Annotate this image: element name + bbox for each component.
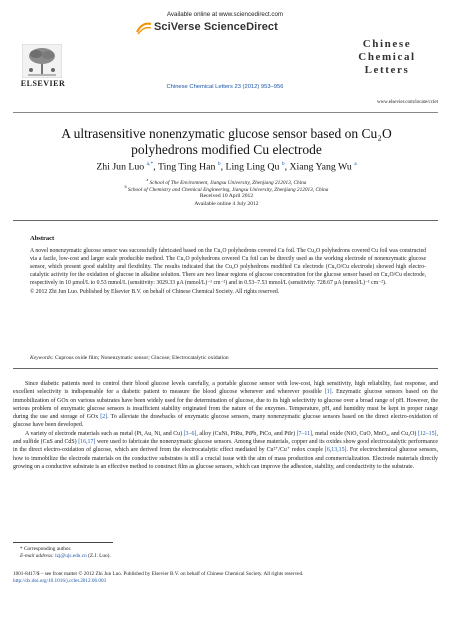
sciencedirect-logo [136, 21, 316, 35]
author-affiliation-marker[interactable]: a [354, 161, 357, 167]
body-text-run: . To alleviate the drawbacks of enzymatic glucose sensors, many nonenzymatic glucose sensors based on the direct electro-oxidation of glucose have been developed. [13, 414, 438, 429]
citation-link[interactable]: [7–11] [296, 430, 313, 437]
author-affiliation-marker[interactable]: b [217, 161, 221, 167]
abstract-paragraph: A novel nonenzymatic glucose sensor was successfully fabricated based on the Cu₂O polyhedrons covered Cu foil. The Cu₂O polyhedrons covered Cu foil was constructed via a facile, low-cost and larger scale producible method. The Cu₂O polyhedrons covered Cu foil can be directly used as the working electrode of nonenzymatic glucose sensor, which present good stability and flexibility. The results indicated that the Cu₂O polyhedrons modified Cu electrode (Cu₂O/Cu electrode) showed high electro-catalytic activity for the oxidation of glucose in alkaline solution. There are two linear regions of glucose concentration for the glucose sensor based on Cu₂O/Cu electrode, respectively in 10 μmol/L to 0.53 mmol/L (sensitivity: 3029.33 μA (mmol/L)⁻¹ cm⁻²) and in 0.53–7.53 mmol/L (sensitivity: 728.67 μA (mmol/L)⁻¹ cm⁻²). [30, 248, 426, 287]
author-affiliation-marker[interactable]: a,* [146, 161, 154, 167]
publisher-wordmark: ELSEVIER [20, 79, 66, 88]
author-affiliation-marker[interactable]: b [281, 161, 285, 167]
header-divider [13, 112, 438, 113]
email-owner: (Z.J. Luo). [88, 553, 111, 559]
body-text-run: . For electrochemical glucose sensors, how to immobilize the electrode materials on the conductive substrates is still a crucial issue with the aim of mass production and commercialization. Electrode materials directly growing on a conductive substrate is an effective method to construct film as glucose sensors, which can improve the adhesion, stability, and conductivity to the substrate. [13, 447, 438, 470]
sciencedirect-wordmark: SciVerse ScienceDirect [154, 21, 278, 33]
body-text-run: , metal oxide (NiO, CuO, MnO₂, and Cu₂O) [312, 430, 418, 437]
elsevier-tree-logo [22, 44, 62, 78]
available-online-banner: Available online at www.sciencedirect.com [166, 11, 284, 18]
journal-logo-line: Chemical [358, 51, 416, 63]
article-body [13, 380, 438, 471]
journal-homepage-link[interactable]: www.elsevier.com/locate/cclet [376, 100, 438, 105]
body-paragraph [13, 380, 438, 430]
issn-line: 1001-8417/$ – see front matter © 2012 Zhi Jun Luo. Published by Elsevier B.V. on behalf of Chinese Chemical Society. All rights reserved. [13, 571, 304, 577]
keywords [30, 355, 426, 361]
abstract-body [30, 247, 426, 297]
citation-link[interactable]: [2] [100, 414, 108, 421]
author-name[interactable]: Ling Ling Qu [225, 161, 280, 173]
body-text-run: , alloy (CuNi, PtRu, PtPb, PtCo, and PtIr) [196, 430, 297, 437]
body-text-run: , and sulfide (CuS and CdS) [13, 430, 438, 446]
section-divider [13, 368, 438, 369]
citation-link[interactable]: [3–6] [183, 430, 197, 437]
email-footnote [20, 553, 111, 559]
journal-logo-line: Letters [364, 64, 410, 76]
body-text-run: Since diabetic patients need to control their blood glucose levels carefully, a portable glucose sensor with low-cost, high sensitivity, high reliability, fast response, and excellent selectivity is indispensable for a diabetic patient to measure the blood glucose whenever and wherever possible [13, 381, 438, 396]
affiliation-marker: b [124, 184, 127, 189]
received-date: Received 10 April 2012 [199, 193, 254, 199]
citation-link[interactable]: [16,17] [78, 439, 96, 446]
author-name[interactable]: Zhi Jun Luo [96, 161, 145, 173]
email-link[interactable]: lzj@ujs.edu.cn [55, 553, 87, 559]
body-text-run: . Enzymatic glucose sensors based on the immobilization of GOx on various substrates have been widely used for the determination of glucose, due to its high selectivity to glucose over a broad range of pH. However, the serious problem of enzymatic glucose sensors is insufficient stability originated from the nature of the enzymes. Temperature, pH, and humidity must be kept in proper range during the use and storage of GOx [13, 389, 438, 421]
keywords-label: Keywords: [30, 355, 54, 361]
body-text-run: A variety of electrode materials such as metal (Pt, Au, Ni, and Cu) [25, 430, 184, 437]
author-name[interactable]: Xiang Yang Wu [289, 161, 352, 173]
citation-link[interactable]: [6,13,15] [324, 447, 347, 454]
body-text-run: were used to fabricate the nonenzymatic glucose sensors. Among these materials, copper and its oxides show good electrocatalytic performance in the direct electro-oxidation of glucose, which are derived from the electrocatalytic effect mediated by Cu²⁺/Cu⁺ redox couple [13, 439, 438, 454]
citation-link[interactable]: [1] [324, 389, 332, 396]
journal-logo [339, 38, 435, 77]
citation-link[interactable]: [12–15] [417, 430, 437, 437]
author-list: Zhi Jun Luo $^{a,*}$, Ting Ting Han $^b$, Ling Ling Qu $^b$, Xiang Yang Wu $^a$ [96, 161, 357, 173]
body-paragraph [13, 430, 438, 471]
doi-link[interactable]: http://dx.doi.org/10.1016/j.cclet.2012.06.003 [13, 578, 107, 584]
affiliation-text: School of Chemistry and Chemical Engineering, Jiangsu University, Zhenjiang 212013, China [127, 186, 329, 193]
available-online-date: Available online 4 July 2012 [194, 201, 259, 207]
abstract-copyright: © 2012 Zhi Jun Luo. Published by Elsevier B.V. on behalf of Chinese Chemical Society. All rights reserved. [30, 289, 280, 296]
journal-logo-line: Chinese [362, 38, 412, 50]
email-label: E-mail address: [20, 553, 54, 559]
title-line: A ultrasensitive nonenzymatic glucose sensor based on Cu₂O [61, 126, 392, 141]
affiliation [20, 184, 433, 193]
journal-citation-link[interactable]: Chinese Chemical Letters 23 (2012) 953–956 [166, 84, 284, 90]
section-divider [13, 220, 438, 221]
title-line: polyhedrons modified Cu electrode [131, 142, 322, 157]
article-title [20, 126, 433, 158]
author-name[interactable]: Ting Ting Han [157, 161, 216, 173]
corresponding-author-note: * Corresponding author. [20, 546, 72, 552]
affiliation-marker: a [146, 177, 149, 182]
sciencedirect-swoosh-icon [136, 21, 152, 35]
keywords-list: Cuprous oxide film; Nonenzymatic sensor; Glucose; Electrocatalytic oxidation [55, 355, 229, 361]
abstract-heading: Abstract [30, 235, 55, 242]
footnote-divider [13, 542, 113, 543]
affiliation-text: School of The Environment, Jiangsu University, Zhenjiang 212013, China [149, 179, 307, 186]
